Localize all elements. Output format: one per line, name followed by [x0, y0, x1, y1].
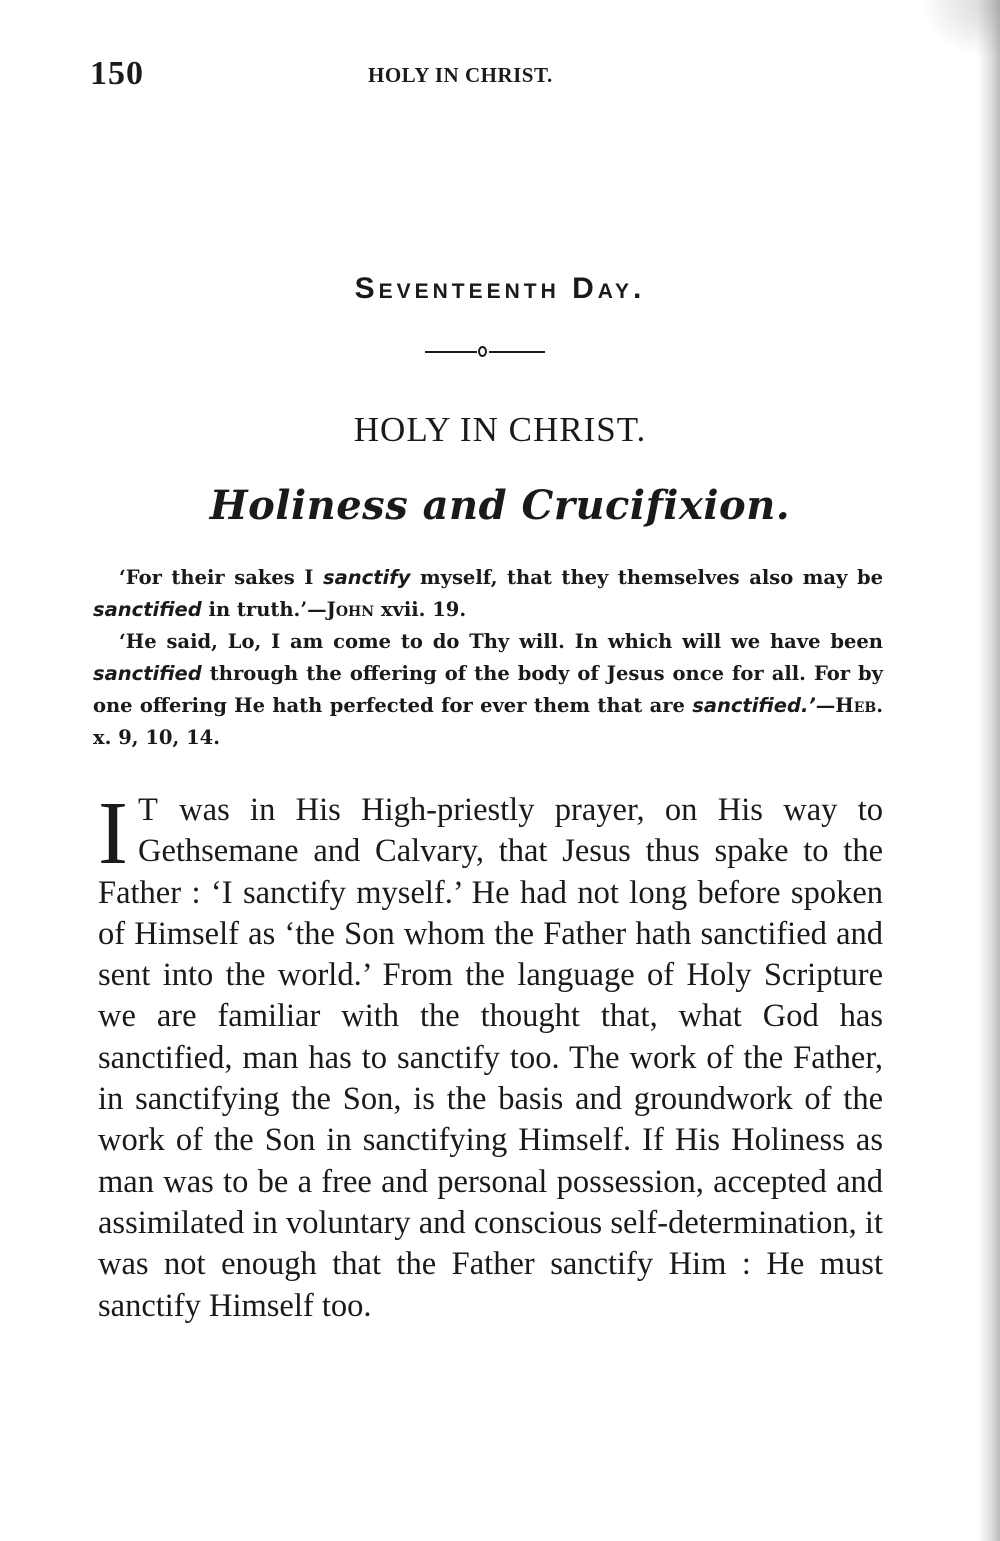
subtitle: Holiness and Crucifixion.: [209, 482, 791, 529]
epigraph-quote-hebrews: [93, 626, 883, 754]
quote-reference: xvii. 19.: [374, 598, 467, 621]
drop-cap: I: [98, 784, 128, 883]
quote-text: ‘He said, Lo, I am come to do Thy will. In which will we have been: [119, 630, 883, 653]
running-title: HOLY IN CHRIST.: [368, 63, 553, 87]
quote-emphasis: sanctify: [323, 566, 411, 589]
page-edge-shadow: [978, 0, 1000, 1541]
first-word-rest: T: [137, 792, 159, 828]
quote-emphasis: sanctified: [93, 598, 202, 621]
paragraph-text: was in His High-priestly prayer, on His way to Gethsemane and Calvary, that Jesus thus spake to the Father : ‘I sanctify myself.’ He had not long before spoken of Himself as ‘the Son whom the Father hath sanctified and sent into the world.’ From the language of Holy Scripture we are familiar with the thought that, what God has sanctified, man has to sanctify too. The work of the Father, in sanctifying the Son, is the basis and groundwork of the work of the Son in sanctifying Himself. If His Holiness as man was to be a free and personal possession, accepted and assimilated in voluntary and conscious self-determination, it was not enough that the Father sanctify Him : He must sanctify Himself too.: [98, 792, 883, 1324]
body-text: [98, 784, 883, 1327]
quote-text: in truth.’—: [201, 598, 327, 621]
quote-text: through the offering of the body of Jesus once for all. For by one offering He hath perfected for ever them that are: [93, 662, 883, 717]
quote-reference-book: Heb.: [835, 694, 883, 717]
page-corner-shadow: [920, 0, 1000, 60]
body-paragraph: [98, 784, 883, 1327]
quote-reference-book: John: [326, 598, 375, 621]
quote-text: ‘For their sakes I: [119, 566, 323, 589]
quote-emphasis: sanctified: [93, 662, 202, 685]
ornament-line-right: [489, 351, 545, 353]
section-title: HOLY IN CHRIST.: [353, 410, 647, 449]
page-number: 150: [90, 55, 144, 92]
quote-text: —: [815, 694, 836, 717]
day-heading: Seventeenth Day.: [354, 272, 646, 305]
ornament-circle-icon: [478, 346, 487, 357]
ornament-divider: [425, 344, 545, 360]
quote-emphasis: sanctified.’: [692, 694, 816, 717]
epigraph-quote-john: [93, 562, 883, 626]
epigraph: [93, 562, 883, 754]
quote-reference: x. 9, 10, 14.: [93, 726, 220, 749]
running-head: [90, 55, 880, 95]
ornament-line-left: [425, 351, 477, 353]
quote-text: myself, that they themselves also may be: [410, 566, 883, 589]
